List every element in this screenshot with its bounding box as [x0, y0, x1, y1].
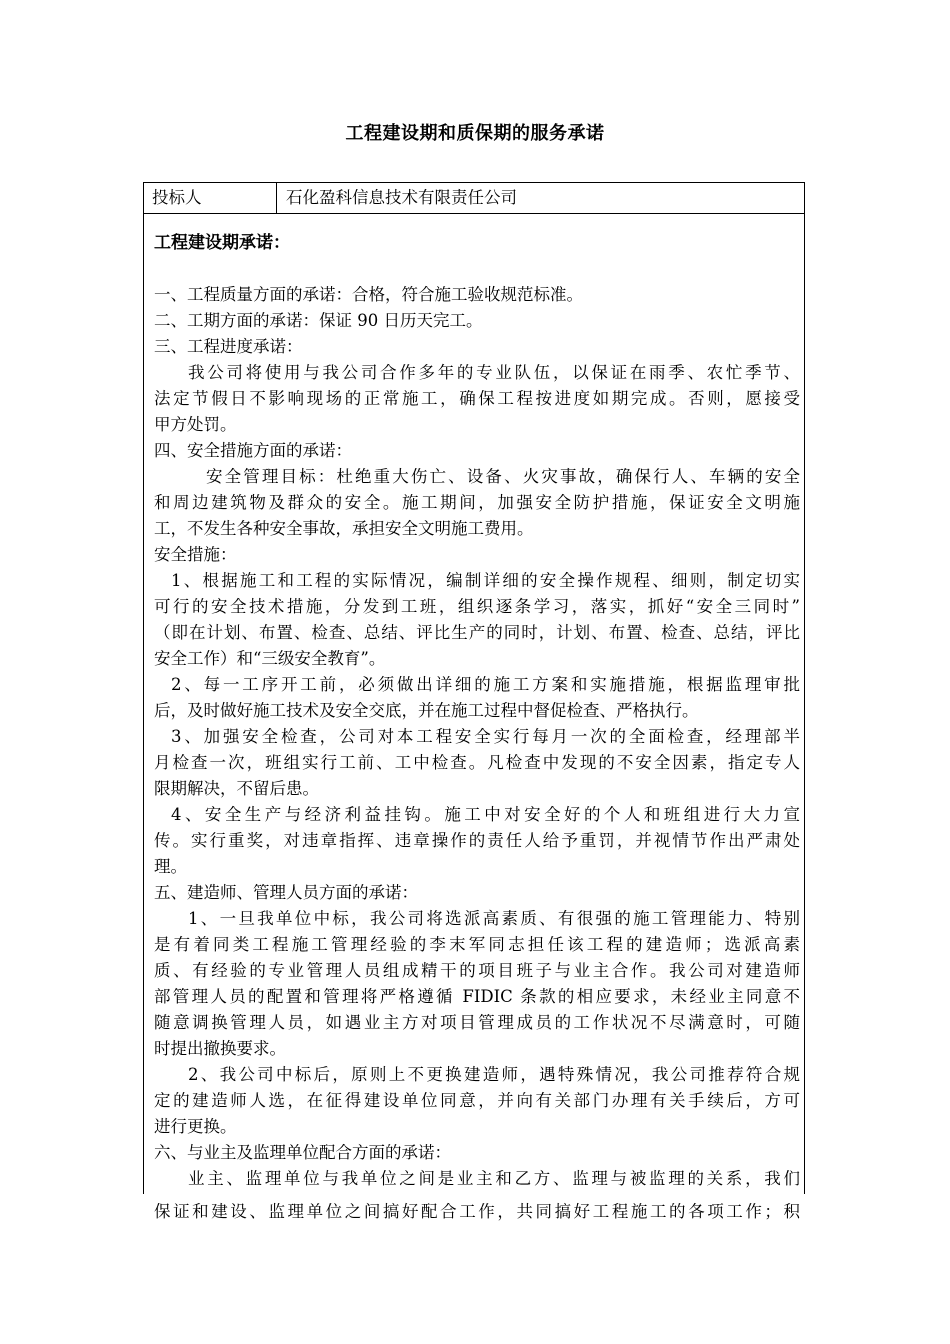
- blank-line: [154, 256, 800, 282]
- text-line: 1、一旦我单位中标，我公司将选派高素质、有很强的施工管理能力、特别: [188, 909, 800, 928]
- text-line: 2、我公司中标后，原则上不更换建造师，遇特殊情况，我公司推荐符合规: [188, 1065, 800, 1084]
- section-title: 工程建设期承诺：: [154, 233, 290, 253]
- text-line: 是有着同类工程施工管理经验的李末军同志担任该工程的建造师；选派高素: [154, 935, 800, 954]
- text-line: 后，及时做好施工技术及安全交底，并在施工过程中督促检查、严格执行。: [154, 701, 699, 720]
- text-line: 质、有经验的专业管理人员组成精干的项目班子与业主合作。我公司对建造师: [154, 961, 800, 980]
- text-line: 传。实行重奖，对违章指挥、违章操作的责任人给予重罚，并视情节作出严肃处: [154, 831, 800, 850]
- document-title: 工程建设期和质保期的服务承诺: [345, 123, 605, 144]
- text-line: 安全措施：: [154, 545, 237, 564]
- text-line: 限期解决，不留后患。: [154, 779, 319, 798]
- text-line: 三、工程进度承诺：: [154, 337, 303, 356]
- bidder-label: 投标人: [152, 188, 202, 207]
- text-line: 和周边建筑物及群众的安全。施工期间，加强安全防护措施，保证安全文明施: [154, 493, 800, 512]
- text-line: 3、加强安全检查，公司对本工程安全实行每月一次的全面检查，经理部半: [171, 727, 800, 746]
- text-line: 理。: [154, 857, 187, 876]
- text-line: 工，不发生各种安全事故，承担安全文明施工费用。: [154, 519, 534, 538]
- text-line: 六、与业主及监理单位配合方面的承诺：: [154, 1143, 451, 1162]
- text-line: 1、根据施工和工程的实际情况，编制详细的安全操作规程、细则，制定切实: [171, 571, 800, 590]
- bidder-name: 石化盈科信息技术有限责任公司: [286, 188, 517, 207]
- text-line: 一、工程质量方面的承诺：合格，符合施工验收规范标准。: [154, 285, 583, 304]
- text-line: 定的建造师人选，在征得建设单位同意，并向有关部门办理有关手续后，方可: [154, 1091, 800, 1110]
- text-line: 安全管理目标：杜绝重大伤亡、设备、火灾事故，确保行人、车辆的安全: [206, 467, 800, 486]
- text-line: 进行更换。: [154, 1117, 237, 1136]
- text-line: 随意调换管理人员，如遇业主方对项目管理成员的工作状况不尽满意时，可随: [154, 1013, 800, 1032]
- text-line: 法定节假日不影响现场的正常施工，确保工程按进度如期完成。否则，愿接受: [154, 389, 800, 408]
- text-line: 4、安全生产与经济利益挂钩。施工中对安全好的个人和班组进行大力宣: [171, 805, 800, 824]
- text-line: 月检查一次，班组实行工前、工中检查。凡检查中发现的不安全因素，指定专人: [154, 753, 800, 772]
- text-line: 时提出撤换要求。: [154, 1039, 286, 1058]
- text-line: 二、工期方面的承诺：保证 90 日历天完工。: [154, 311, 483, 330]
- text-line: （即在计划、布置、检查、总结、评比生产的同时，计划、布置、检查、总结，评比: [154, 623, 800, 642]
- text-line: 业主、监理单位与我单位之间是业主和乙方、监理与被监理的关系，我们: [188, 1169, 800, 1188]
- text-line: 四、安全措施方面的承诺：: [154, 441, 352, 460]
- text-line: 保证和建设、监理单位之间搞好配合工作，共同搞好工程施工的各项工作；积: [154, 1202, 800, 1221]
- text-line: 可行的安全技术措施，分发到工班，组织逐条学习，落实，抓好“安全三同时”: [154, 597, 800, 616]
- column-divider: [276, 183, 277, 213]
- text-line: 五、建造师、管理人员方面的承诺：: [154, 883, 418, 902]
- text-line: 甲方处罚。: [154, 415, 237, 434]
- commitment-table: [143, 182, 805, 1221]
- text-line: 部管理人员的配置和管理将严格遵循 FIDIC 条款的相应要求，未经业主同意不: [154, 987, 800, 1006]
- text-line: 安全工作）和“三级安全教育”。: [154, 649, 386, 668]
- text-line: 我公司将使用与我公司合作多年的专业队伍，以保证在雨季、农忙季节、: [188, 363, 800, 382]
- text-line: 2、每一工序开工前，必须做出详细的施工方案和实施措施，根据监理审批: [171, 675, 800, 694]
- commitment-body: [154, 230, 800, 1232]
- bidder-row: [144, 183, 804, 214]
